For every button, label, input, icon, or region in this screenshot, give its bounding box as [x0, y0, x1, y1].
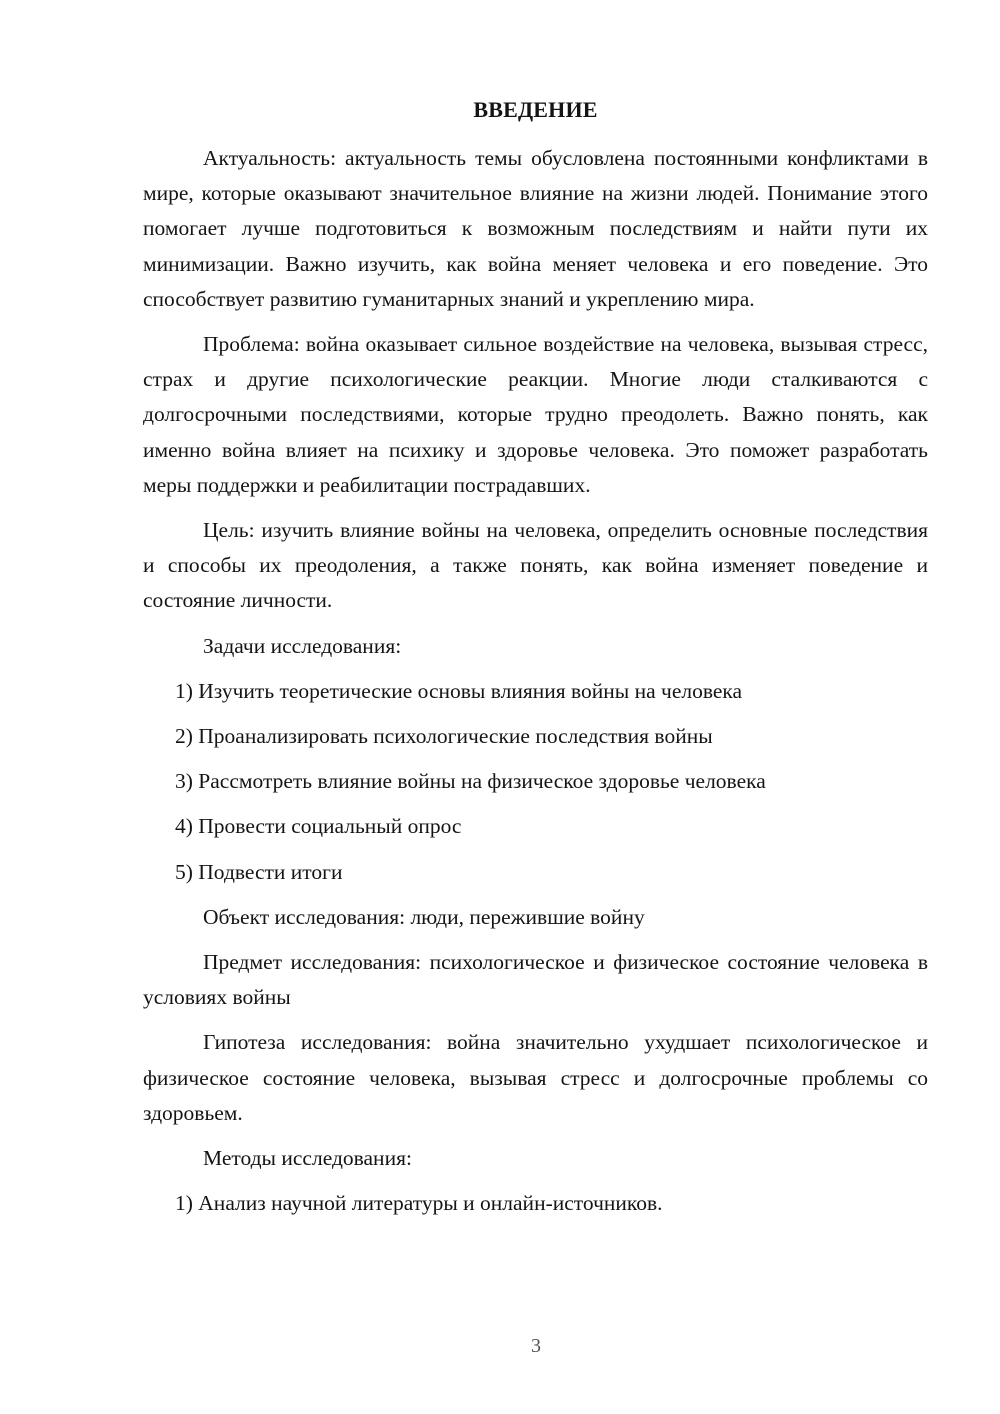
paragraph-goal: Цель: изучить влияние войны на человека, определить основные последствия и способы их преодоления, а также понять, как война изменяет поведение и состояние личности.	[143, 518, 928, 613]
paragraph-object: Объект исследования: люди, пережившие войну	[203, 904, 645, 929]
paragraph-problem: Проблема: война оказывает сильное воздействие на человека, вызывая стресс, страх и другие психологические реакции. Многие люди сталкиваются с долгосрочными последствиями, которые трудно преодолеть. Важно понять, как именно война влияет на психику и здоровье человека. Это поможет разработать меры поддержки и реабилитации пострадавших.	[143, 332, 928, 497]
methods-title: Методы исследования:	[203, 1146, 412, 1171]
page-number: 3	[531, 1335, 541, 1357]
tasks-title: Задачи исследования:	[203, 633, 402, 658]
task-item: 3) Рассмотреть влияние войны на физическое здоровье человека	[175, 769, 766, 794]
task-item: 4) Провести социальный опрос	[175, 814, 462, 839]
paragraph-relevance: Актуальность: актуальность темы обусловлена постоянными конфликтами в мире, которые оказывают значительное влияние на жизни людей. Понимание этого помогает лучше подготовиться к возможным последствиям и найти пути их минимизации. Важно изучить, как война меняет человека и его поведение. Это способствует развитию гуманитарных знаний и укреплению мира.	[143, 146, 928, 311]
method-item: 1) Анализ научной литературы и онлайн-источников.	[175, 1191, 663, 1216]
task-item: 2) Проанализировать психологические последствия войны	[175, 724, 713, 749]
task-item: 5) Подвести итоги	[175, 859, 343, 884]
task-item: 1) Изучить теоретические основы влияния войны на человека	[175, 678, 743, 703]
paragraph-subject: Предмет исследования: психологическое и физическое состояние человека в условиях войны	[143, 950, 928, 1010]
paragraph-hypothesis: Гипотеза исследования: война значительно ухудшает психологическое и физическое состояние человека, вызывая стресс и долгосрочные проблемы со здоровьем.	[143, 1030, 928, 1125]
page-title: ВВЕДЕНИЕ	[473, 97, 598, 122]
document-page	[143, 88, 928, 1221]
